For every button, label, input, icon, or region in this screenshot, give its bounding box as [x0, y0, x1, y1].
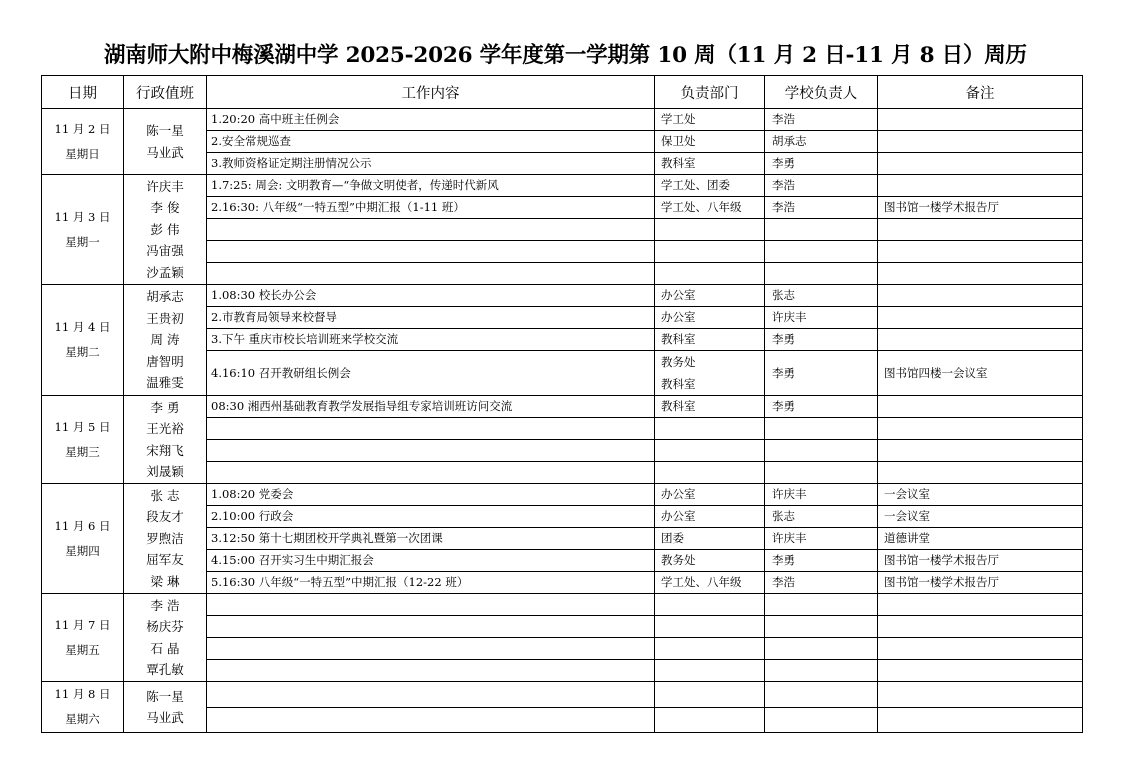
notes-cell — [878, 263, 1083, 285]
admin-name: 许庆丰 — [146, 178, 184, 194]
admin-duty-cell — [124, 682, 207, 733]
notes-cell — [878, 131, 1083, 153]
work-content-cell — [207, 462, 655, 484]
work-content-cell: 2.安全常规巡查 — [207, 131, 655, 153]
work-content-cell — [207, 660, 655, 682]
department-cell: 学工处 — [655, 109, 765, 131]
admin-name: 石 晶 — [150, 640, 180, 656]
admin-name: 周 涛 — [150, 332, 180, 348]
work-content-cell: 2.16:30: 八年级“一特五型”中期汇报（1-11 班） — [207, 197, 655, 219]
school-leader-cell — [765, 594, 878, 616]
admin-name: 马业武 — [146, 144, 184, 160]
school-leader-cell: 许庆丰 — [765, 484, 878, 506]
school-leader-cell: 李勇 — [765, 396, 878, 418]
admin-duty-cell — [124, 109, 207, 175]
notes-cell: 图书馆一楼学术报告厅 — [878, 550, 1083, 572]
department-cell: 学工处、团委 — [655, 175, 765, 197]
department-cell: 教务处 — [655, 550, 765, 572]
department-cell — [655, 440, 765, 462]
date-cell — [42, 285, 124, 396]
school-leader-cell — [765, 263, 878, 285]
weekly-schedule-table — [41, 75, 1083, 733]
school-leader-cell: 李浩 — [765, 175, 878, 197]
admin-name: 覃孔敏 — [146, 662, 184, 677]
notes-cell — [878, 153, 1083, 175]
date-text: 11 月 6 日 — [54, 518, 111, 533]
admin-duty-cell — [124, 285, 207, 396]
weekday-text: 星期五 — [65, 642, 100, 657]
department-cell — [655, 418, 765, 440]
table-row — [42, 484, 1083, 506]
work-content-cell — [207, 219, 655, 241]
department-cell: 办公室 — [655, 484, 765, 506]
department-cell — [655, 638, 765, 660]
school-leader-cell: 李勇 — [765, 153, 878, 175]
work-content-cell: 2.市教育局领导来校督导 — [207, 307, 655, 329]
admin-name: 冯宙强 — [146, 243, 184, 259]
notes-cell — [878, 682, 1083, 708]
work-content-cell — [207, 263, 655, 285]
notes-cell — [878, 462, 1083, 484]
department-cell: 办公室 — [655, 506, 765, 528]
work-content-cell: 2.10:00 行政会 — [207, 506, 655, 528]
notes-cell — [878, 638, 1083, 660]
notes-cell — [878, 396, 1083, 418]
school-leader-cell: 胡承志 — [765, 131, 878, 153]
date-text: 11 月 3 日 — [54, 209, 111, 224]
admin-duty-cell — [124, 594, 207, 682]
school-leader-cell: 许庆丰 — [765, 307, 878, 329]
department-cell: 教科室 — [655, 153, 765, 175]
department-cell — [655, 682, 765, 708]
school-leader-cell: 许庆丰 — [765, 528, 878, 550]
table-row — [42, 396, 1083, 418]
header-admin-duty: 行政值班 — [124, 76, 207, 109]
work-content-cell — [207, 594, 655, 616]
school-leader-cell: 李浩 — [765, 572, 878, 594]
notes-cell — [878, 440, 1083, 462]
admin-name: 李 俊 — [150, 200, 180, 216]
school-leader-cell: 李勇 — [765, 351, 878, 396]
weekday-text: 星期二 — [65, 345, 100, 359]
notes-cell — [878, 307, 1083, 329]
work-content-cell: 08:30 湘西州基础教育教学发展指导组专家培训班访问交流 — [207, 396, 655, 418]
table-row — [42, 109, 1083, 131]
work-content-cell: 3.12:50 第十七期团校开学典礼暨第一次团课 — [207, 528, 655, 550]
date-text: 11 月 8 日 — [54, 687, 111, 701]
department-cell — [655, 263, 765, 285]
school-leader-cell: 李浩 — [765, 109, 878, 131]
department-cell: 办公室 — [655, 307, 765, 329]
notes-cell — [878, 285, 1083, 307]
page-title: 湖南师大附中梅溪湖中学 2025-2026 学年度第一学期第 10 周（11 月 2 日-11 月 8 日）周历 — [104, 43, 1027, 68]
department-cell — [655, 351, 765, 396]
weekday-text: 星期日 — [65, 146, 100, 161]
admin-name: 温雅雯 — [146, 375, 184, 391]
admin-name: 王光裕 — [146, 421, 184, 436]
table-row — [42, 682, 1083, 708]
admin-name: 张 志 — [150, 487, 180, 503]
admin-name: 罗煦洁 — [146, 530, 184, 546]
work-content-cell: 4.15:00 召开实习生中期汇报会 — [207, 550, 655, 572]
school-leader-cell: 张志 — [765, 506, 878, 528]
date-text: 11 月 5 日 — [54, 419, 111, 434]
school-leader-cell — [765, 219, 878, 241]
department-cell — [655, 660, 765, 682]
date-text: 11 月 4 日 — [54, 320, 111, 334]
work-content-cell: 3.下午 重庆市校长培训班来学校交流 — [207, 329, 655, 351]
school-leader-cell — [765, 462, 878, 484]
department-cell — [655, 616, 765, 638]
school-leader-cell: 张志 — [765, 285, 878, 307]
notes-cell: 一会议室 — [878, 506, 1083, 528]
notes-cell — [878, 329, 1083, 351]
admin-name: 胡承志 — [146, 289, 184, 305]
school-leader-cell: 李勇 — [765, 329, 878, 351]
school-leader-cell — [765, 682, 878, 708]
header-notes: 备注 — [878, 76, 1083, 109]
admin-name: 沙孟颖 — [146, 264, 184, 280]
admin-name: 陈一星 — [146, 123, 184, 138]
school-leader-cell — [765, 660, 878, 682]
work-content-cell: 1.08:30 校长办公会 — [207, 285, 655, 307]
date-cell — [42, 396, 124, 484]
header-department: 负责部门 — [655, 76, 765, 109]
admin-name: 刘晟颖 — [146, 464, 184, 479]
notes-cell — [878, 109, 1083, 131]
work-content-cell — [207, 418, 655, 440]
department-cell — [655, 219, 765, 241]
weekday-text: 星期六 — [65, 712, 100, 726]
admin-name: 彭 伟 — [150, 221, 180, 237]
table-row — [42, 175, 1083, 197]
work-content-cell: 1.08:20 党委会 — [207, 484, 655, 506]
date-cell — [42, 484, 124, 594]
department-cell: 保卫处 — [655, 131, 765, 153]
department-cell — [655, 594, 765, 616]
date-cell — [42, 594, 124, 682]
admin-duty-cell — [124, 396, 207, 484]
department-cell: 教科室 — [655, 329, 765, 351]
school-leader-cell: 李勇 — [765, 550, 878, 572]
admin-name: 屈军友 — [146, 552, 184, 568]
work-content-cell — [207, 682, 655, 708]
work-content-cell — [207, 616, 655, 638]
notes-cell: 图书馆一楼学术报告厅 — [878, 572, 1083, 594]
date-cell — [42, 109, 124, 175]
department-cell: 教科室 — [655, 396, 765, 418]
department-cell — [655, 462, 765, 484]
weekday-text: 星期三 — [65, 444, 100, 459]
notes-cell: 道德讲堂 — [878, 528, 1083, 550]
school-leader-cell — [765, 418, 878, 440]
department-cell: 办公室 — [655, 285, 765, 307]
admin-name: 唐智明 — [146, 353, 184, 369]
notes-cell — [878, 418, 1083, 440]
admin-name: 马业武 — [146, 710, 184, 725]
work-content-cell — [207, 638, 655, 660]
notes-cell: 图书馆四楼一会议室 — [878, 351, 1083, 396]
school-leader-cell — [765, 241, 878, 263]
header-row — [42, 76, 1083, 109]
notes-cell — [878, 219, 1083, 241]
school-leader-cell — [765, 707, 878, 733]
work-content-cell: 3.教师资格证定期注册情况公示 — [207, 153, 655, 175]
weekday-text: 星期四 — [65, 543, 100, 558]
work-content-cell: 1.7:25: 周会: 文明教育—“争做文明使者，传递时代新风 — [207, 175, 655, 197]
work-content-cell: 5.16:30 八年级“一特五型”中期汇报（12-22 班） — [207, 572, 655, 594]
notes-cell — [878, 616, 1083, 638]
header-work-content: 工作内容 — [207, 76, 655, 109]
date-cell — [42, 682, 124, 733]
admin-name: 陈一星 — [146, 688, 184, 704]
work-content-cell: 4.16:10 召开教研组长例会 — [207, 351, 655, 396]
table-row — [42, 285, 1083, 307]
notes-cell — [878, 241, 1083, 263]
admin-duty-cell — [124, 484, 207, 594]
header-school-leader: 学校负责人 — [765, 76, 878, 109]
school-leader-cell — [765, 616, 878, 638]
department-cell — [655, 241, 765, 263]
notes-cell — [878, 594, 1083, 616]
school-leader-cell: 李浩 — [765, 197, 878, 219]
admin-name: 李 勇 — [150, 399, 180, 415]
department-cell: 团委 — [655, 528, 765, 550]
admin-name: 宋翔飞 — [146, 442, 184, 458]
admin-name: 王贵初 — [146, 310, 184, 326]
notes-cell — [878, 707, 1083, 733]
department-text: 教务处 — [661, 355, 696, 369]
work-content-cell — [207, 707, 655, 733]
school-leader-cell — [765, 638, 878, 660]
header-date: 日期 — [42, 76, 124, 109]
notes-cell — [878, 660, 1083, 682]
admin-name: 杨庆芬 — [146, 619, 184, 634]
department-cell: 学工处、八年级 — [655, 197, 765, 219]
table-row — [42, 594, 1083, 616]
work-content-cell: 1.20:20 高中班主任例会 — [207, 109, 655, 131]
date-text: 11 月 2 日 — [54, 121, 111, 136]
work-content-cell — [207, 440, 655, 462]
notes-cell: 一会议室 — [878, 484, 1083, 506]
date-cell — [42, 175, 124, 285]
notes-cell — [878, 175, 1083, 197]
admin-name: 李 浩 — [150, 597, 180, 613]
admin-name: 梁 琳 — [150, 573, 180, 589]
department-cell — [655, 707, 765, 733]
weekday-text: 星期一 — [65, 234, 100, 249]
work-content-cell — [207, 241, 655, 263]
date-text: 11 月 7 日 — [54, 617, 111, 632]
admin-duty-cell — [124, 175, 207, 285]
notes-cell: 图书馆一楼学术报告厅 — [878, 197, 1083, 219]
department-cell: 学工处、八年级 — [655, 572, 765, 594]
school-leader-cell — [765, 440, 878, 462]
admin-name: 段友才 — [146, 509, 184, 525]
department-text: 教科室 — [661, 377, 696, 391]
